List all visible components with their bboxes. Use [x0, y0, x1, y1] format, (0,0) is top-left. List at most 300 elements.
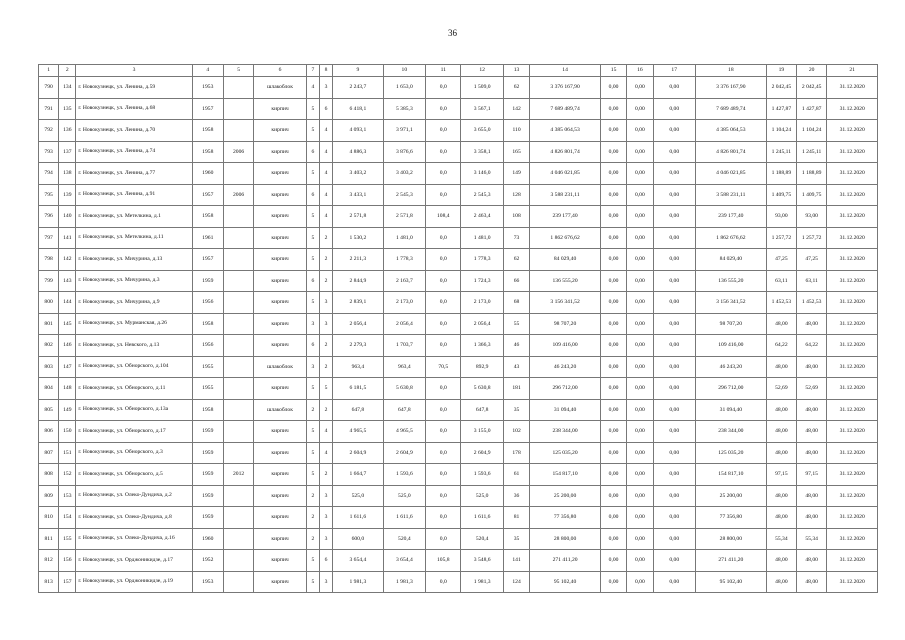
- address-cell: г. Новокузнецк, ул. Мурманская, д.26: [76, 313, 192, 335]
- table-cell: 95 102,40: [530, 571, 601, 593]
- table-cell: 4 826 801,74: [530, 141, 601, 163]
- table-cell: 892,9: [461, 356, 503, 378]
- column-header: 8: [319, 65, 332, 77]
- table-cell: 66: [503, 270, 529, 292]
- table-cell: 0,0: [426, 485, 461, 507]
- table-cell: 805: [39, 399, 59, 421]
- table-cell: 1952: [192, 550, 223, 572]
- table-cell: 2 042,45: [797, 77, 827, 99]
- table-cell: [223, 163, 253, 185]
- table-cell: 0,00: [627, 399, 653, 421]
- table-cell: 0,00: [600, 163, 626, 185]
- table-cell: 0,0: [426, 378, 461, 400]
- address-cell: г. Новокузнецк, ул. Ленина, д.70: [76, 120, 192, 142]
- table-cell: 109 416,00: [530, 335, 601, 357]
- table-cell: 296 712,00: [530, 378, 601, 400]
- table-cell: 31.12.2020: [827, 120, 878, 142]
- table-cell: 31.12.2020: [827, 550, 878, 572]
- table-cell: 48,00: [766, 571, 796, 593]
- table-cell: 793: [39, 141, 59, 163]
- table-cell: 0,00: [653, 184, 695, 206]
- table-cell: 1957: [192, 98, 223, 120]
- table-cell: 792: [39, 120, 59, 142]
- table-row: [39, 98, 878, 120]
- column-header: 5: [223, 65, 253, 77]
- table-cell: 3: [319, 528, 332, 550]
- table-cell: 1 427,87: [766, 98, 796, 120]
- table-cell: 148: [59, 378, 76, 400]
- table-cell: 1956: [192, 335, 223, 357]
- table-cell: [223, 292, 253, 314]
- table-cell: 181: [503, 378, 529, 400]
- table-cell: 0,0: [426, 249, 461, 271]
- table-cell: 2 173,0: [461, 292, 503, 314]
- table-row: [39, 550, 878, 572]
- table-cell: 1957: [192, 184, 223, 206]
- table-cell: 525,0: [333, 485, 384, 507]
- table-cell: 0,00: [600, 485, 626, 507]
- table-cell: 812: [39, 550, 59, 572]
- table-cell: 165: [503, 141, 529, 163]
- table-cell: 2006: [223, 141, 253, 163]
- table-cell: 239 177,40: [530, 206, 601, 228]
- table-cell: 804: [39, 378, 59, 400]
- table-cell: 0,00: [600, 184, 626, 206]
- table-cell: 2 056,4: [461, 313, 503, 335]
- table-cell: 144: [59, 292, 76, 314]
- table-cell: 48,00: [766, 399, 796, 421]
- table-cell: 31.12.2020: [827, 442, 878, 464]
- table-cell: 1 188,89: [766, 163, 796, 185]
- table-cell: 0,00: [600, 292, 626, 314]
- table-cell: 0,00: [600, 313, 626, 335]
- table-cell: 0,00: [627, 528, 653, 550]
- table-cell: 2 173,0: [383, 292, 425, 314]
- address-cell: г. Новокузнецк, ул. Орджоникидзе, д.17: [76, 550, 192, 572]
- table-cell: 134: [59, 77, 76, 99]
- table-cell: 5: [306, 98, 319, 120]
- table-cell: 43: [503, 356, 529, 378]
- table-cell: 6 181,5: [333, 378, 384, 400]
- table-row: [39, 249, 878, 271]
- table-body: [39, 77, 878, 593]
- table-cell: 28 800,00: [695, 528, 766, 550]
- column-header: 9: [333, 65, 384, 77]
- table-cell: 31.12.2020: [827, 141, 878, 163]
- column-header: 18: [695, 65, 766, 77]
- table-cell: кирпич: [254, 335, 307, 357]
- table-cell: 0,00: [600, 399, 626, 421]
- table-cell: 4 046 021,85: [695, 163, 766, 185]
- table-cell: 146: [59, 335, 76, 357]
- table-cell: 31.12.2020: [827, 227, 878, 249]
- table-cell: 0,00: [600, 206, 626, 228]
- table-cell: 0,00: [627, 206, 653, 228]
- table-cell: 142: [503, 98, 529, 120]
- table-cell: [223, 442, 253, 464]
- table-cell: 139: [59, 184, 76, 206]
- table-cell: 1 104,24: [766, 120, 796, 142]
- table-cell: 108: [503, 206, 529, 228]
- column-header: 14: [530, 65, 601, 77]
- column-header: 1: [39, 65, 59, 77]
- table-cell: 46 243,20: [695, 356, 766, 378]
- table-cell: 0,00: [653, 421, 695, 443]
- table-cell: 5: [306, 464, 319, 486]
- table-cell: 5 385,3: [383, 98, 425, 120]
- column-header: 6: [254, 65, 307, 77]
- address-cell: г. Новокузнецк, ул. Ленина, д.68: [76, 98, 192, 120]
- table-cell: [223, 77, 253, 99]
- table-cell: кирпич: [254, 120, 307, 142]
- table-cell: 125 035,20: [695, 442, 766, 464]
- table-cell: 791: [39, 98, 59, 120]
- table-cell: [223, 313, 253, 335]
- table-row: [39, 507, 878, 529]
- table-cell: 0,00: [627, 507, 653, 529]
- table-cell: 1 452,53: [766, 292, 796, 314]
- table-cell: 52,69: [797, 378, 827, 400]
- table-cell: 31.12.2020: [827, 270, 878, 292]
- table-cell: [223, 571, 253, 593]
- table-cell: [223, 550, 253, 572]
- table-cell: 0,00: [600, 378, 626, 400]
- table-cell: 52,69: [766, 378, 796, 400]
- table-cell: 2: [319, 270, 332, 292]
- table-cell: 647,8: [333, 399, 384, 421]
- table-cell: 2: [319, 335, 332, 357]
- table-cell: 0,0: [426, 227, 461, 249]
- table-row: [39, 485, 878, 507]
- table-cell: 1958: [192, 313, 223, 335]
- table-cell: 3: [319, 77, 332, 99]
- table-cell: 0,00: [627, 356, 653, 378]
- table-cell: [223, 507, 253, 529]
- table-cell: 0,0: [426, 270, 461, 292]
- column-header: 4: [192, 65, 223, 77]
- table-cell: 0,00: [653, 270, 695, 292]
- table-cell: 0,00: [653, 98, 695, 120]
- table-cell: 796: [39, 206, 59, 228]
- table-cell: 4 965,5: [333, 421, 384, 443]
- table-cell: 1 366,3: [461, 335, 503, 357]
- table-cell: 2 571,8: [383, 206, 425, 228]
- table-cell: 2012: [223, 464, 253, 486]
- table-cell: 31.12.2020: [827, 356, 878, 378]
- address-cell: г. Новокузнецк, ул. Олеко-Дундича, д.16: [76, 528, 192, 550]
- table-cell: 178: [503, 442, 529, 464]
- table-cell: 1960: [192, 163, 223, 185]
- table-cell: [223, 120, 253, 142]
- table-cell: 48,00: [766, 313, 796, 335]
- table-cell: 3 655,0: [461, 120, 503, 142]
- table-cell: 2 844,9: [333, 270, 384, 292]
- table-cell: 3 376 167,90: [530, 77, 601, 99]
- table-cell: 1 245,11: [797, 141, 827, 163]
- table-cell: 271 411,20: [695, 550, 766, 572]
- table-cell: 31.12.2020: [827, 464, 878, 486]
- table-cell: 6: [319, 550, 332, 572]
- table-cell: кирпич: [254, 270, 307, 292]
- address-cell: г. Новокузнецк, ул. Орджоникидзе, д.19: [76, 571, 192, 593]
- table-cell: 794: [39, 163, 59, 185]
- table-cell: 3 433,1: [333, 184, 384, 206]
- table-cell: 149: [59, 399, 76, 421]
- table-cell: 1 981,3: [333, 571, 384, 593]
- table-cell: 0,00: [600, 571, 626, 593]
- table-cell: 151: [59, 442, 76, 464]
- table-cell: 31 094,40: [695, 399, 766, 421]
- table-cell: кирпич: [254, 227, 307, 249]
- column-header: 20: [797, 65, 827, 77]
- table-cell: 798: [39, 249, 59, 271]
- table-cell: 0,0: [426, 399, 461, 421]
- table-cell: 143: [59, 270, 76, 292]
- column-header: 13: [503, 65, 529, 77]
- table-cell: 808: [39, 464, 59, 486]
- table-cell: кирпич: [254, 292, 307, 314]
- table-row: [39, 528, 878, 550]
- table-cell: [223, 421, 253, 443]
- table-cell: 31.12.2020: [827, 571, 878, 593]
- address-cell: г. Новокузнецк, ул. Обнорского, д.11: [76, 378, 192, 400]
- table-cell: [223, 399, 253, 421]
- table-cell: 3 654,4: [383, 550, 425, 572]
- table-cell: 136: [59, 120, 76, 142]
- table-cell: 3 654,4: [333, 550, 384, 572]
- address-cell: г. Новокузнецк, ул. Обнорского, д.13а: [76, 399, 192, 421]
- column-header: 10: [383, 65, 425, 77]
- table-cell: 2: [319, 356, 332, 378]
- table-cell: 140: [59, 206, 76, 228]
- table-cell: 36: [503, 485, 529, 507]
- table-cell: 48,00: [797, 356, 827, 378]
- table-cell: 3: [306, 356, 319, 378]
- table-row: [39, 421, 878, 443]
- table-cell: 1 481,0: [383, 227, 425, 249]
- table-cell: 5 630,8: [383, 378, 425, 400]
- table-cell: [223, 206, 253, 228]
- column-header: 7: [306, 65, 319, 77]
- table-cell: 4 385 064,53: [530, 120, 601, 142]
- table-cell: 0,00: [600, 270, 626, 292]
- table-cell: кирпич: [254, 464, 307, 486]
- table-cell: 1958: [192, 120, 223, 142]
- table-cell: 136 555,20: [695, 270, 766, 292]
- table-cell: 48,00: [797, 507, 827, 529]
- table-cell: 2 604,9: [333, 442, 384, 464]
- table-cell: 0,00: [653, 378, 695, 400]
- table-cell: 31.12.2020: [827, 528, 878, 550]
- table-cell: 0,00: [600, 356, 626, 378]
- table-cell: кирпич: [254, 421, 307, 443]
- table-cell: кирпич: [254, 550, 307, 572]
- table-cell: 0,00: [627, 98, 653, 120]
- table-cell: 157: [59, 571, 76, 593]
- table-cell: 0,00: [653, 399, 695, 421]
- table-cell: 0,0: [426, 442, 461, 464]
- table-cell: 809: [39, 485, 59, 507]
- table-cell: 31.12.2020: [827, 77, 878, 99]
- table-cell: 97,15: [797, 464, 827, 486]
- table-cell: 1960: [192, 528, 223, 550]
- table-cell: 520,4: [461, 528, 503, 550]
- table-cell: 3 156 341,52: [530, 292, 601, 314]
- table-cell: 5: [306, 550, 319, 572]
- table-cell: 0,0: [426, 507, 461, 529]
- table-cell: 2 545,3: [461, 184, 503, 206]
- table-cell: 154 817,10: [530, 464, 601, 486]
- table-cell: 3 588 231,11: [695, 184, 766, 206]
- table-cell: 154: [59, 507, 76, 529]
- table-cell: 93,00: [766, 206, 796, 228]
- table-cell: 5: [306, 227, 319, 249]
- table-cell: 1 981,3: [383, 571, 425, 593]
- table-cell: 28 800,00: [530, 528, 601, 550]
- table-cell: 5: [306, 163, 319, 185]
- table-cell: 0,00: [600, 464, 626, 486]
- table-cell: 68: [503, 292, 529, 314]
- table-row: [39, 141, 878, 163]
- table-cell: 3 876,6: [383, 141, 425, 163]
- address-cell: г. Новокузнецк, ул. Мичурина, д.13: [76, 249, 192, 271]
- table-cell: 0,0: [426, 528, 461, 550]
- table-cell: кирпич: [254, 378, 307, 400]
- table-cell: 797: [39, 227, 59, 249]
- table-cell: 0,0: [426, 571, 461, 593]
- table-cell: 48,00: [797, 399, 827, 421]
- table-cell: 0,00: [653, 77, 695, 99]
- table-cell: 149: [503, 163, 529, 185]
- table-cell: 0,0: [426, 120, 461, 142]
- table-cell: 0,00: [653, 485, 695, 507]
- table-cell: 48,00: [766, 421, 796, 443]
- table-cell: 0,00: [600, 77, 626, 99]
- table-row: [39, 206, 878, 228]
- table-cell: 1959: [192, 507, 223, 529]
- table-cell: 31.12.2020: [827, 378, 878, 400]
- table-cell: 806: [39, 421, 59, 443]
- table-cell: 525,0: [383, 485, 425, 507]
- address-cell: г. Новокузнецк, ул. Мичурина, д.3: [76, 270, 192, 292]
- table-cell: 5: [306, 421, 319, 443]
- address-cell: г. Новокузнецк, ул. Метелкина, д.1: [76, 206, 192, 228]
- table-cell: 0,0: [426, 77, 461, 99]
- table-cell: 1953: [192, 571, 223, 593]
- table-cell: 800: [39, 292, 59, 314]
- table-cell: 3: [306, 313, 319, 335]
- table-cell: 0,00: [653, 313, 695, 335]
- table-cell: 0,00: [627, 550, 653, 572]
- table-cell: 1 188,89: [797, 163, 827, 185]
- table-cell: 0,00: [653, 141, 695, 163]
- table-cell: 153: [59, 485, 76, 507]
- table-cell: 48,00: [766, 356, 796, 378]
- address-cell: г. Новокузнецк, ул. Олеко-Дундича, д.8: [76, 507, 192, 529]
- table-cell: 2 571,8: [333, 206, 384, 228]
- address-cell: г. Новокузнецк, ул. Метелкина, д.11: [76, 227, 192, 249]
- table-cell: 0,00: [627, 313, 653, 335]
- table-row: [39, 356, 878, 378]
- table-cell: 795: [39, 184, 59, 206]
- table-cell: 0,0: [426, 98, 461, 120]
- table-cell: кирпич: [254, 528, 307, 550]
- table-cell: 4: [319, 442, 332, 464]
- table-cell: 3 146,0: [461, 163, 503, 185]
- table-cell: 239 177,40: [695, 206, 766, 228]
- table-cell: 31.12.2020: [827, 206, 878, 228]
- table-cell: 3: [319, 571, 332, 593]
- table-cell: 0,00: [627, 421, 653, 443]
- table-cell: 1 509,0: [461, 77, 503, 99]
- table-cell: 1958: [192, 206, 223, 228]
- table-cell: 47,25: [797, 249, 827, 271]
- table-cell: 807: [39, 442, 59, 464]
- table-cell: 5: [306, 120, 319, 142]
- table-cell: 3 403,2: [333, 163, 384, 185]
- table-cell: 0,00: [627, 485, 653, 507]
- table-cell: 1957: [192, 249, 223, 271]
- table-cell: 0,00: [627, 378, 653, 400]
- table-cell: 5: [306, 571, 319, 593]
- table-cell: 1 593,6: [461, 464, 503, 486]
- table-row: [39, 399, 878, 421]
- table-cell: 61: [503, 464, 529, 486]
- table-cell: 3 156 341,52: [695, 292, 766, 314]
- table-cell: 271 411,20: [530, 550, 601, 572]
- table-cell: 2: [306, 399, 319, 421]
- table-cell: 1953: [192, 77, 223, 99]
- table-cell: 1 593,6: [383, 464, 425, 486]
- table-cell: 0,00: [600, 120, 626, 142]
- table-cell: 4 826 801,74: [695, 141, 766, 163]
- table-cell: 31.12.2020: [827, 335, 878, 357]
- table-cell: 46 243,20: [530, 356, 601, 378]
- table-cell: 1 653,0: [383, 77, 425, 99]
- table-cell: 0,0: [426, 141, 461, 163]
- table-cell: 0,00: [627, 163, 653, 185]
- table-cell: 6 418,1: [333, 98, 384, 120]
- table-cell: 138: [59, 163, 76, 185]
- table-cell: 154 817,10: [695, 464, 766, 486]
- table-cell: 1 778,3: [461, 249, 503, 271]
- table-cell: 0,00: [653, 507, 695, 529]
- table-cell: 81: [503, 507, 529, 529]
- table-cell: 156: [59, 550, 76, 572]
- table-cell: 31.12.2020: [827, 98, 878, 120]
- table-cell: 48,00: [797, 313, 827, 335]
- table-cell: 1 862 676,62: [695, 227, 766, 249]
- page-number: 36: [448, 28, 457, 38]
- table-cell: 1955: [192, 356, 223, 378]
- table-row: [39, 120, 878, 142]
- table-cell: 1958: [192, 399, 223, 421]
- table-cell: 1 104,24: [797, 120, 827, 142]
- table-cell: 1 452,53: [797, 292, 827, 314]
- table-cell: 3 567,1: [461, 98, 503, 120]
- table-cell: 125 035,20: [530, 442, 601, 464]
- table-cell: 1 778,3: [383, 249, 425, 271]
- table-cell: 0,00: [627, 442, 653, 464]
- table-cell: 6: [306, 270, 319, 292]
- table-cell: 0,00: [627, 464, 653, 486]
- table-cell: 98 707,20: [530, 313, 601, 335]
- table-cell: [223, 249, 253, 271]
- table-cell: 0,00: [600, 421, 626, 443]
- table-cell: 2: [306, 507, 319, 529]
- table-cell: 2 056,4: [333, 313, 384, 335]
- table-cell: 1 611,6: [383, 507, 425, 529]
